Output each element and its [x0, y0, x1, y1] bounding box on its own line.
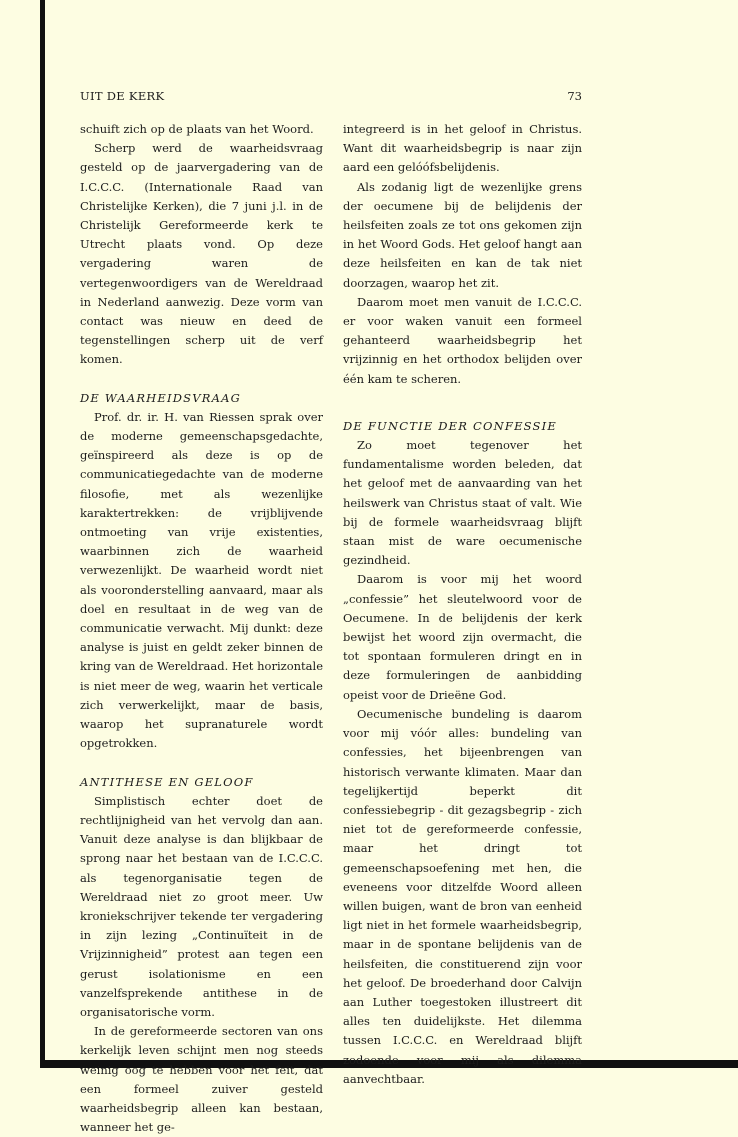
paragraph: Prof. dr. ir. H. van Riessen sprak over de moderne gemeenschapsgedachte, geïnspireerd als deze is op de communicatiegedachte van de moderne filosofie, met als wezenlijke karaktertrekken: de vrijblijvende ontmoeting van vrije existenties, waarbinnen zich de waarheid verwezenlijkt. De waarheid wordt niet als vooronderstelling aanvaard, maar als doel en resultaat in de weg van de communicatie verwacht. Mij dunkt: deze analyse is juist en geldt zeker binnen de kring van de Wereldraad. Het horizontale is niet meer de weg, waarin het verticale zich verwerkelijkt, maar de basis, waarop het supranaturele wordt opgetrokken.: [80, 409, 323, 751]
paragraph: schuift zich op de plaats van het Woord.: [80, 122, 314, 136]
page-number: 73: [567, 89, 582, 103]
running-head: UIT DE KERK: [80, 89, 165, 103]
section-heading: DE FUNCTIE DER CONFESSIE: [343, 418, 557, 433]
paragraph: Scherp werd de waarheidsvraag gesteld op de jaarvergadering van de I.C.C.C. (Internationale Raad van Christelijke Kerken), die 7 juni j.l. in de Christelijk Gereformeerde kerk te Utrecht plaats vond. Op deze vergadering waren de vertegenwoordigers van de Wereldraad in Nederland aanwezig. Deze vorm van contact was nieuw en deed de tegenstellingen scherp uit de verf komen.: [80, 141, 323, 367]
section-heading: DE WAARHEIDSVRAAG: [80, 390, 242, 405]
section-heading: ANTITHESE EN GELOOF: [80, 774, 254, 789]
paragraph: Als zodanig ligt de wezenlijke grens der oecumene bij de belijdenis der heilsfeiten zoals ze tot ons gekomen zijn in het Woord Gods. Het geloof hangt aan deze heilsfeiten en kan de tak niet doorzagen, waarop het zit.: [343, 179, 582, 290]
paragraph: Daarom is voor mij het woord „confessie” het sleutelwoord voor de Oecumene. In de belijdenis der kerk bewijst het woord zijn overmacht, die tot spontaan formuleren dringt en in deze formuleringen de aanbidding opeist voor de Drieëne God.: [343, 572, 582, 702]
paragraph: integreerd is in het geloof in Christus. Want dit waarheidsbegrip is naar zijn aard een gelóófsbelijdenis.: [343, 122, 582, 175]
paragraph: Simplistisch echter doet de rechtlijnigheid van het vervolg dan aan. Vanuit deze analyse is dan blijkbaar de sprong naar het bestaan van de I.C.C.C. als tegenorganisatie tegen de Wereldraad niet zo groot meer. Uw kroniekschrijver tekende ter vergadering in zijn lezing „Continuïteit in de Vrijzinnigheid” protest aan tegen een gerust isolationisme en een vanzelfsprekende antithese in de organisatorische vorm.: [80, 793, 323, 1019]
paragraph: Oecumenische bundeling is daarom voor mij vóór alles: bundeling van confessies, het bijeenbrengen van historisch verwante klimaten. Maar dan tegelijkertijd beperkt dit confessiebegrip - dit gezagsbegrip - zich niet tot de gereformeerde confessie, maar het dringt tot gemeenschapsoefening met hen, die eveneens voor ditzelfde Woord alleen willen buigen, want de bron van eenheid ligt niet in het formele waarheidsbegrip, maar in de spontane belijdenis van de heilsfeiten, die constituerend zijn voor het geloof. De broederhand door Calvijn aan Luther toegestoken illustreert dit alles ten duidelijkste. Het dilemma tussen I.C.C.C. en Wereldraad blijft zodoende voor mij als dilemma aanvechtbaar.: [343, 706, 582, 1086]
right-column: [343, 120, 582, 1089]
left-column: [80, 120, 323, 1137]
scan-left-edge: [40, 0, 45, 1068]
paragraph: Daarom moet men vanuit de I.C.C.C. er voor waken vanuit een formeel gehanteerd waarheidsbegrip het vrijzinnig en het orthodox belijden over één kam te scheren.: [343, 294, 582, 386]
paragraph: In de gereformeerde sectoren van ons kerkelijk leven schijnt men nog steeds weinig oog te hebben voor het feit, dat een formeel zuiver gesteld waarheidsbegrip alleen kan bestaan, wanneer het ge-: [80, 1024, 323, 1135]
paragraph: Zo moet tegenover het fundamentalisme worden beleden, dat het geloof met de aanvaarding van het heilswerk van Christus staat of valt. Wie bij de formele waarheidsvraag blijft staan mist de ware oecumenische gezindheid.: [343, 438, 582, 568]
